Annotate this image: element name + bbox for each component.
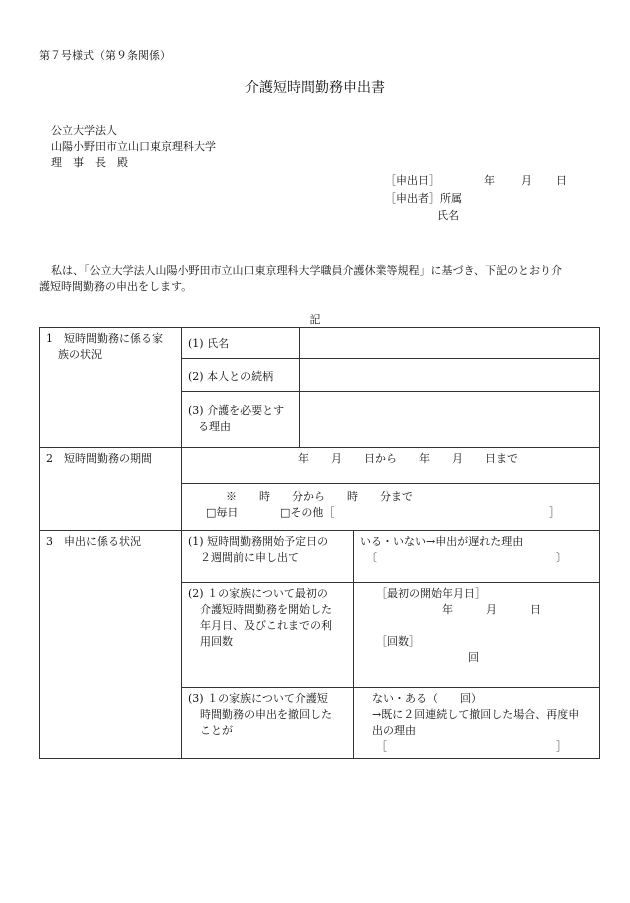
other-bracket-close: ］: [549, 506, 560, 519]
q3-label: (3) １の家族について介護短 時間勤務の申出を撤回した ことが: [182, 688, 354, 759]
relationship-label: (2) 本人との続柄: [182, 359, 300, 392]
daily-checkbox[interactable]: □毎日: [206, 506, 239, 519]
relationship-field[interactable]: [300, 359, 600, 392]
q1-answer[interactable]: いる・いない→申出が遅れた理由 〔 〕: [354, 531, 600, 583]
section1-label: 1 短時間勤務に係る家 族の状況: [40, 328, 182, 448]
submission-month: 月: [521, 174, 532, 187]
recipient-line-2: 山陽小野田市立山口東京理科大学: [51, 140, 216, 153]
applicant-name-label: 氏名: [437, 209, 459, 222]
q3-answer[interactable]: ない・ある（ 回） →既に２回連続して撤回した場合、再度申 出の理由 ［ ］: [354, 688, 600, 759]
body-text-line-1: 私は、「公立大学法人山陽小野田市立山口東京理科大学職員介護休業等規程」に基づき、下記のとおり介: [51, 264, 563, 277]
submission-day: 日: [556, 174, 567, 187]
family-name-field[interactable]: [300, 328, 600, 359]
q2-label: (2) １の家族について最初の 介護短時間勤務を開始した 年月日、及びこれまでの利 用回数: [182, 583, 354, 688]
care-reason-label: (3) 介護を必要とす る理由: [182, 392, 300, 448]
q2-answer[interactable]: ［最初の開始年月日］ 年 月 日 ［回数］ 回: [354, 583, 600, 688]
q1-label: (1) 短時間勤務開始予定日の ２週間前に申し出て: [182, 531, 354, 583]
body-text-line-2: 護短時間勤務の申出をします。: [39, 280, 193, 293]
section3-label: 3 申出に係る状況: [40, 531, 182, 759]
care-reason-field[interactable]: [300, 392, 600, 448]
section2-label: 2 短時間勤務の期間: [40, 448, 182, 531]
period-field[interactable]: 年 月 日から 年 月 日まで: [182, 448, 600, 484]
time-field[interactable]: ※ 時 分から 時 分まで □毎日 □その他［ ］: [182, 484, 600, 531]
applicant-affiliation-label: ［申出者］所属: [385, 192, 462, 205]
application-table: [39, 327, 600, 759]
submission-year: 年: [484, 174, 495, 187]
document-title: 介護短時間勤務申出書: [245, 80, 385, 96]
ki-heading: 記: [309, 313, 321, 326]
family-name-label: (1) 氏名: [182, 328, 300, 359]
recipient-line-1: 公立大学法人: [51, 124, 117, 137]
submission-date-label: ［申出日］: [385, 174, 440, 187]
form-number: 第７号様式（第９条関係）: [39, 49, 171, 62]
recipient-line-3: 理 事 長 殿: [51, 156, 128, 169]
other-checkbox[interactable]: □その他［: [280, 506, 335, 519]
